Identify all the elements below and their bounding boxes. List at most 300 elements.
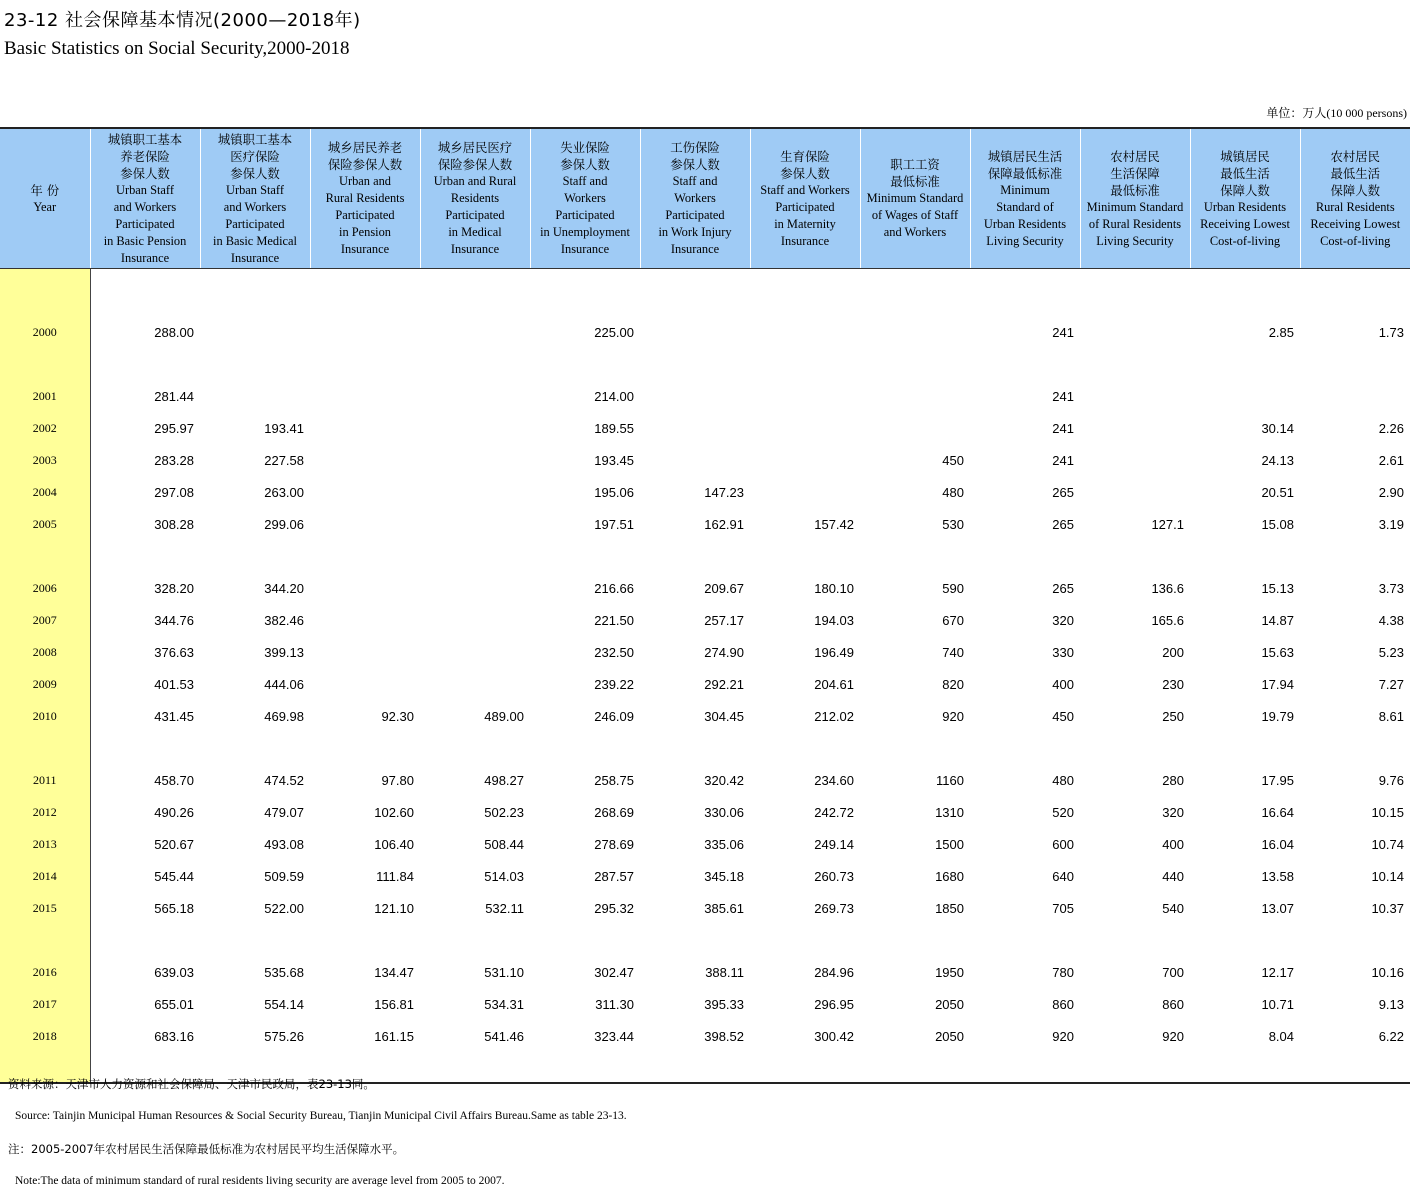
- header-cn-line: 养老保险: [120, 148, 170, 164]
- data-cell: 227.58: [264, 452, 304, 468]
- data-cell: 136.6: [1151, 580, 1184, 596]
- header-en-line: Receiving Lowest: [1200, 216, 1290, 231]
- data-cell: 385.61: [704, 900, 744, 916]
- data-cell: 180.10: [814, 580, 854, 596]
- page-title-en: Basic Statistics on Social Security,2000-2018: [4, 38, 350, 59]
- data-cell: 670: [942, 612, 964, 628]
- table-body: [0, 269, 1410, 1084]
- column-header: [750, 128, 860, 269]
- header-en-line: of Wages of Staff: [871, 208, 959, 222]
- column-header: [1190, 128, 1300, 269]
- data-cell: 534.31: [484, 996, 524, 1012]
- data-cell: 97.80: [381, 772, 414, 788]
- year-cell: 2016: [0, 956, 90, 988]
- table-row: [0, 444, 1410, 476]
- data-cell: [1300, 380, 1410, 412]
- data-cell: 399.13: [264, 644, 304, 660]
- data-cell: 5.23: [1378, 644, 1404, 660]
- header-cn-line: 生育保险: [780, 148, 830, 164]
- data-cell: 304.45: [704, 708, 744, 724]
- data-cell: 4.38: [1378, 612, 1404, 628]
- data-cell: 241: [1052, 388, 1074, 404]
- footnote-en: Note:The data of minimum standard of rural residents living security are average level from 2005 to 2007.: [15, 1175, 505, 1187]
- data-cell: 265: [1052, 484, 1074, 500]
- header-en-line: Staff and: [562, 174, 608, 188]
- data-cell: 400: [1052, 676, 1074, 692]
- data-cell: 540: [1162, 900, 1184, 916]
- header-en-line: Living Security: [1096, 233, 1174, 248]
- data-cell: 575.26: [264, 1028, 304, 1044]
- data-cell: [860, 412, 970, 444]
- data-cell: 335.06: [704, 836, 744, 852]
- year-cell: 2002: [0, 412, 90, 444]
- data-cell: 214.00: [594, 388, 634, 404]
- data-cell: 7.27: [1378, 676, 1404, 692]
- header-en-line: Participated: [775, 199, 835, 214]
- header-cn-line: 参保人数: [120, 165, 170, 181]
- spacer-row: [0, 348, 1410, 380]
- data-cell: [310, 444, 420, 476]
- data-cell: [640, 380, 750, 412]
- data-cell: 1950: [935, 964, 964, 980]
- data-cell: 490.26: [154, 804, 194, 820]
- data-cell: 531.10: [484, 964, 524, 980]
- data-cell: 382.46: [264, 612, 304, 628]
- data-cell: 10.74: [1371, 836, 1404, 852]
- header-en-line: Participated: [115, 216, 175, 231]
- table-row: [0, 860, 1410, 892]
- data-cell: 541.46: [484, 1028, 524, 1044]
- header-en-line: Participated: [225, 216, 285, 231]
- source-note-cn: 资料来源：天津市人力资源和社会保障局、天津市民政局，表23-13同。: [8, 1077, 375, 1091]
- column-header: [530, 128, 640, 269]
- header-en-line: and Workers: [223, 199, 287, 214]
- header-en-line: in Basic Pension: [103, 233, 187, 248]
- year-cell: 2003: [0, 444, 90, 476]
- header-en-line: Urban Staff: [116, 182, 174, 197]
- data-cell: 10.14: [1371, 868, 1404, 884]
- data-cell: 30.14: [1261, 420, 1294, 436]
- year-cell: 2007: [0, 604, 90, 636]
- table-row: [0, 412, 1410, 444]
- data-cell: 2050: [935, 996, 964, 1012]
- data-cell: [750, 316, 860, 348]
- year-cell: 2010: [0, 700, 90, 732]
- data-cell: 860: [1162, 996, 1184, 1012]
- spacer-row: [0, 732, 1410, 764]
- header-en-line: Staff and Workers: [760, 182, 850, 197]
- data-cell: [310, 380, 420, 412]
- header-en-line: Workers: [674, 191, 716, 205]
- table-row: [0, 508, 1410, 540]
- data-cell: 161.15: [374, 1028, 414, 1044]
- header-cn-line: 医疗保险: [230, 148, 280, 164]
- data-cell: 590: [942, 580, 964, 596]
- data-cell: 920: [1162, 1028, 1184, 1044]
- data-cell: [310, 316, 420, 348]
- data-cell: [750, 380, 860, 412]
- data-cell: [420, 316, 530, 348]
- data-cell: 204.61: [814, 676, 854, 692]
- data-cell: 106.40: [374, 836, 414, 852]
- data-cell: 520.67: [154, 836, 194, 852]
- data-cell: 2050: [935, 1028, 964, 1044]
- year-cell: 2009: [0, 668, 90, 700]
- column-header: [420, 128, 530, 269]
- data-cell: 241: [1052, 324, 1074, 340]
- header-cn-line: 最低标准: [890, 174, 940, 189]
- data-cell: 9.76: [1378, 772, 1404, 788]
- header-en-line: Participated: [335, 208, 395, 222]
- data-cell: 165.6: [1151, 612, 1184, 628]
- data-cell: 269.73: [814, 900, 854, 916]
- data-cell: 16.64: [1261, 804, 1294, 820]
- data-cell: 502.23: [484, 804, 524, 820]
- header-cn-line: 最低生活: [1330, 165, 1381, 181]
- header-cn-line: 保障人数: [1330, 182, 1381, 198]
- header-cn-line: 最低生活: [1220, 165, 1270, 181]
- table-row: [0, 1020, 1410, 1052]
- data-cell: 700: [1162, 964, 1184, 980]
- data-cell: 820: [942, 676, 964, 692]
- data-cell: 440: [1162, 868, 1184, 884]
- data-cell: 1.73: [1378, 324, 1404, 340]
- header-en-line: Urban Residents: [1203, 199, 1287, 214]
- header-en-line: Receiving Lowest: [1310, 216, 1401, 231]
- header-en-line: Insurance: [230, 250, 280, 265]
- data-cell: 10.16: [1371, 964, 1404, 980]
- data-cell: 1850: [935, 900, 964, 916]
- data-cell: 444.06: [264, 676, 304, 692]
- data-cell: [200, 380, 310, 412]
- data-cell: [420, 668, 530, 700]
- data-cell: 189.55: [594, 420, 634, 436]
- data-cell: 479.07: [264, 804, 304, 820]
- data-cell: [420, 508, 530, 540]
- data-cell: [310, 572, 420, 604]
- data-cell: [420, 572, 530, 604]
- header-en-line: Cost-of-living: [1320, 233, 1391, 248]
- data-cell: 639.03: [154, 964, 194, 980]
- data-cell: 13.07: [1261, 900, 1294, 916]
- data-cell: 260.73: [814, 868, 854, 884]
- year-cell: 2011: [0, 764, 90, 796]
- table-row: [0, 828, 1410, 860]
- header-en-line: Workers: [564, 191, 606, 205]
- data-cell: 401.53: [154, 676, 194, 692]
- data-cell: 196.49: [814, 644, 854, 660]
- data-cell: 194.03: [814, 612, 854, 628]
- data-cell: [860, 316, 970, 348]
- data-cell: 2.85: [1268, 324, 1294, 340]
- header-cn-line: 城镇居民生活: [987, 148, 1063, 164]
- data-cell: 655.01: [154, 996, 194, 1012]
- data-cell: 740: [942, 644, 964, 660]
- header-cn-line: 保障人数: [1220, 182, 1270, 198]
- data-cell: 283.28: [154, 452, 194, 468]
- data-cell: 209.67: [704, 580, 744, 596]
- unit-label-en: (10 000 persons): [1326, 106, 1407, 120]
- header-cn-line: 保险参保人数: [327, 157, 403, 172]
- data-cell: 249.14: [814, 836, 854, 852]
- data-cell: 493.08: [264, 836, 304, 852]
- data-cell: [750, 476, 860, 508]
- header-cn-line: 最低标准: [1110, 182, 1160, 198]
- data-cell: 292.21: [704, 676, 744, 692]
- data-cell: 24.13: [1261, 452, 1294, 468]
- page-title-cn: 23-12 社会保障基本情况(2000—2018年): [4, 10, 361, 31]
- column-header: [970, 128, 1080, 269]
- data-cell: 147.23: [704, 484, 744, 500]
- header-cn-line: 农村居民: [1330, 148, 1381, 164]
- data-cell: 193.41: [264, 420, 304, 436]
- data-cell: 241: [1052, 420, 1074, 436]
- data-cell: 111.84: [376, 868, 414, 884]
- header-en-line: of Rural Residents: [1088, 216, 1182, 231]
- header-cn-line: 生活保障: [1110, 165, 1160, 181]
- data-cell: 8.61: [1378, 708, 1404, 724]
- data-cell: 15.13: [1261, 580, 1294, 596]
- year-cell: 2013: [0, 828, 90, 860]
- data-cell: 20.51: [1261, 484, 1294, 500]
- data-cell: 3.73: [1378, 580, 1404, 596]
- data-cell: 395.33: [704, 996, 744, 1012]
- data-cell: 474.52: [264, 772, 304, 788]
- data-cell: 3.19: [1378, 516, 1404, 532]
- column-header: [860, 128, 970, 269]
- data-cell: 239.22: [594, 676, 634, 692]
- header-en-line: and Workers: [883, 225, 947, 239]
- data-cell: 1500: [935, 836, 964, 852]
- header-en-line: Insurance: [670, 242, 720, 256]
- data-cell: 281.44: [154, 388, 194, 404]
- data-cell: 509.59: [264, 868, 304, 884]
- column-header: [1300, 128, 1410, 269]
- data-cell: 323.44: [594, 1028, 634, 1044]
- data-cell: 134.47: [374, 964, 414, 980]
- spacer-row: [0, 269, 1410, 285]
- data-cell: 263.00: [264, 484, 304, 500]
- table-row: [0, 700, 1410, 732]
- data-cell: 257.17: [704, 612, 744, 628]
- header-en-line: Minimum: [1000, 182, 1050, 197]
- footnote-cn: 注：2005-2007年农村居民生活保障最低标准为农村居民平均生活保障水平。: [8, 1142, 405, 1156]
- data-cell: 19.79: [1261, 708, 1294, 724]
- data-cell: [420, 476, 530, 508]
- data-cell: 514.03: [484, 868, 524, 884]
- year-cell: 2012: [0, 796, 90, 828]
- data-cell: 12.17: [1261, 964, 1294, 980]
- data-cell: 780: [1052, 964, 1074, 980]
- column-header: [310, 128, 420, 269]
- data-cell: 480: [1052, 772, 1074, 788]
- data-cell: 156.81: [374, 996, 414, 1012]
- data-cell: [1190, 380, 1300, 412]
- header-en-line: Living Security: [986, 233, 1064, 248]
- column-header: [200, 128, 310, 269]
- data-cell: [860, 380, 970, 412]
- data-cell: 2.26: [1378, 420, 1404, 436]
- data-cell: 102.60: [374, 804, 414, 820]
- data-cell: 13.58: [1261, 868, 1294, 884]
- data-cell: 287.57: [594, 868, 634, 884]
- data-cell: [420, 604, 530, 636]
- header-en-line: and Workers: [113, 199, 177, 214]
- header-en-line: Urban Staff: [226, 182, 284, 197]
- data-cell: 212.02: [814, 708, 854, 724]
- header-en-line: Participated: [555, 208, 615, 222]
- header-en-line: in Medical: [448, 225, 502, 239]
- header-cn-line: 城镇职工基本: [107, 131, 183, 147]
- header-en-line: Cost-of-living: [1209, 233, 1281, 248]
- header-cn-line: 城乡居民养老: [327, 140, 403, 155]
- data-cell: 162.91: [704, 516, 744, 532]
- data-cell: 1680: [935, 868, 964, 884]
- year-cell: 2004: [0, 476, 90, 508]
- data-cell: [1080, 444, 1190, 476]
- year-cell: 2015: [0, 892, 90, 924]
- data-cell: 345.18: [704, 868, 744, 884]
- table-row: [0, 380, 1410, 412]
- header-en-line: Year: [33, 199, 57, 214]
- header-cn-line: 城乡居民医疗: [437, 140, 513, 155]
- column-header: [90, 128, 200, 269]
- data-cell: 1160: [936, 772, 964, 788]
- data-cell: 344.76: [154, 612, 194, 628]
- header-cn-line: 参保人数: [560, 157, 610, 172]
- table-row: [0, 764, 1410, 796]
- social-security-table: [0, 127, 1410, 1084]
- header-cn-line: 保险参保人数: [437, 157, 513, 172]
- column-header: [640, 128, 750, 269]
- data-cell: 522.00: [264, 900, 304, 916]
- data-cell: 17.94: [1261, 676, 1294, 692]
- data-cell: 398.52: [704, 1028, 744, 1044]
- data-cell: 330: [1052, 644, 1074, 660]
- data-cell: 9.13: [1378, 996, 1404, 1012]
- data-cell: 328.20: [154, 580, 194, 596]
- header-en-line: in Basic Medical: [213, 233, 297, 248]
- year-cell: 2000: [0, 316, 90, 348]
- data-cell: 2.61: [1378, 452, 1404, 468]
- data-cell: 554.14: [264, 996, 304, 1012]
- data-cell: 320: [1052, 612, 1074, 628]
- header-en-line: Minimum Standard: [1086, 199, 1184, 214]
- header-cn-line: 失业保险: [560, 140, 610, 155]
- table-row: [0, 892, 1410, 924]
- year-cell: 2006: [0, 572, 90, 604]
- data-cell: 344.20: [264, 580, 304, 596]
- spacer-row: [0, 924, 1410, 956]
- data-cell: 234.60: [814, 772, 854, 788]
- column-header: [1080, 128, 1190, 269]
- header-en-line: Standard of: [996, 199, 1054, 214]
- data-cell: 308.28: [154, 516, 194, 532]
- data-cell: 508.44: [484, 836, 524, 852]
- data-cell: 458.70: [154, 772, 194, 788]
- data-cell: 498.27: [484, 772, 524, 788]
- data-cell: 10.37: [1371, 900, 1404, 916]
- header-cn-line: 参保人数: [780, 165, 830, 181]
- header-en-line: Insurance: [780, 233, 830, 248]
- data-cell: 230: [1162, 676, 1184, 692]
- spacer-row: [0, 540, 1410, 572]
- table-row: [0, 956, 1410, 988]
- data-cell: 242.72: [814, 804, 854, 820]
- header-en-line: Residents: [450, 191, 500, 205]
- data-cell: 6.22: [1378, 1028, 1404, 1044]
- data-cell: 15.63: [1261, 644, 1294, 660]
- header-cn-line: 工伤保险: [670, 140, 720, 155]
- table-row: [0, 476, 1410, 508]
- data-cell: 297.08: [154, 484, 194, 500]
- data-cell: 489.00: [484, 708, 524, 724]
- data-cell: [420, 636, 530, 668]
- data-cell: [420, 444, 530, 476]
- data-cell: 300.42: [814, 1028, 854, 1044]
- table-header-row: [0, 128, 1410, 269]
- data-cell: 450: [1052, 708, 1074, 724]
- spacer-row: [0, 284, 1410, 316]
- header-en-line: Urban Residents: [983, 216, 1067, 231]
- data-cell: 200: [1162, 644, 1184, 660]
- table-row: [0, 604, 1410, 636]
- data-cell: 216.66: [594, 580, 634, 596]
- header-cn-line: 保障最低标准: [987, 165, 1063, 181]
- table-row: [0, 636, 1410, 668]
- header-cn-line: 年 份: [30, 182, 60, 198]
- data-cell: 400: [1162, 836, 1184, 852]
- header-en-line: in Unemployment: [540, 225, 630, 239]
- data-cell: 1310: [935, 804, 964, 820]
- data-cell: 15.08: [1261, 516, 1294, 532]
- data-cell: [640, 444, 750, 476]
- data-cell: 532.11: [485, 900, 524, 916]
- year-cell: 2001: [0, 380, 90, 412]
- header-cn-line: 参保人数: [230, 165, 280, 181]
- data-cell: 258.75: [594, 772, 634, 788]
- header-en-line: Urban and: [339, 174, 391, 188]
- data-cell: 320.42: [704, 772, 744, 788]
- data-cell: 127.1: [1151, 516, 1184, 532]
- header-en-line: Insurance: [340, 242, 390, 256]
- data-cell: [750, 412, 860, 444]
- data-cell: [420, 380, 530, 412]
- header-en-line: Minimum Standard: [866, 191, 964, 205]
- data-cell: 469.98: [264, 708, 304, 724]
- source-note-en: Source: Tainjin Municipal Human Resources & Social Security Bureau, Tianjin Municipal Civil Affairs Bureau.Same as table 23-13.: [15, 1110, 627, 1122]
- header-en-line: Insurance: [120, 250, 170, 265]
- data-cell: [420, 412, 530, 444]
- data-cell: 565.18: [154, 900, 194, 916]
- data-cell: 640: [1052, 868, 1074, 884]
- header-en-line: in Work Injury: [658, 225, 732, 239]
- data-cell: 520: [1052, 804, 1074, 820]
- data-cell: [310, 476, 420, 508]
- data-cell: [310, 604, 420, 636]
- header-en-line: in Pension: [339, 225, 391, 239]
- year-cell: 2017: [0, 988, 90, 1020]
- data-cell: 225.00: [594, 324, 634, 340]
- data-cell: 280: [1162, 772, 1184, 788]
- data-cell: 530: [942, 516, 964, 532]
- header-en-line: Participated: [665, 208, 725, 222]
- header-en-line: Rural Residents: [325, 191, 405, 205]
- data-cell: 265: [1052, 516, 1074, 532]
- data-cell: 10.71: [1261, 996, 1294, 1012]
- data-cell: [200, 316, 310, 348]
- year-cell: 2018: [0, 1020, 90, 1052]
